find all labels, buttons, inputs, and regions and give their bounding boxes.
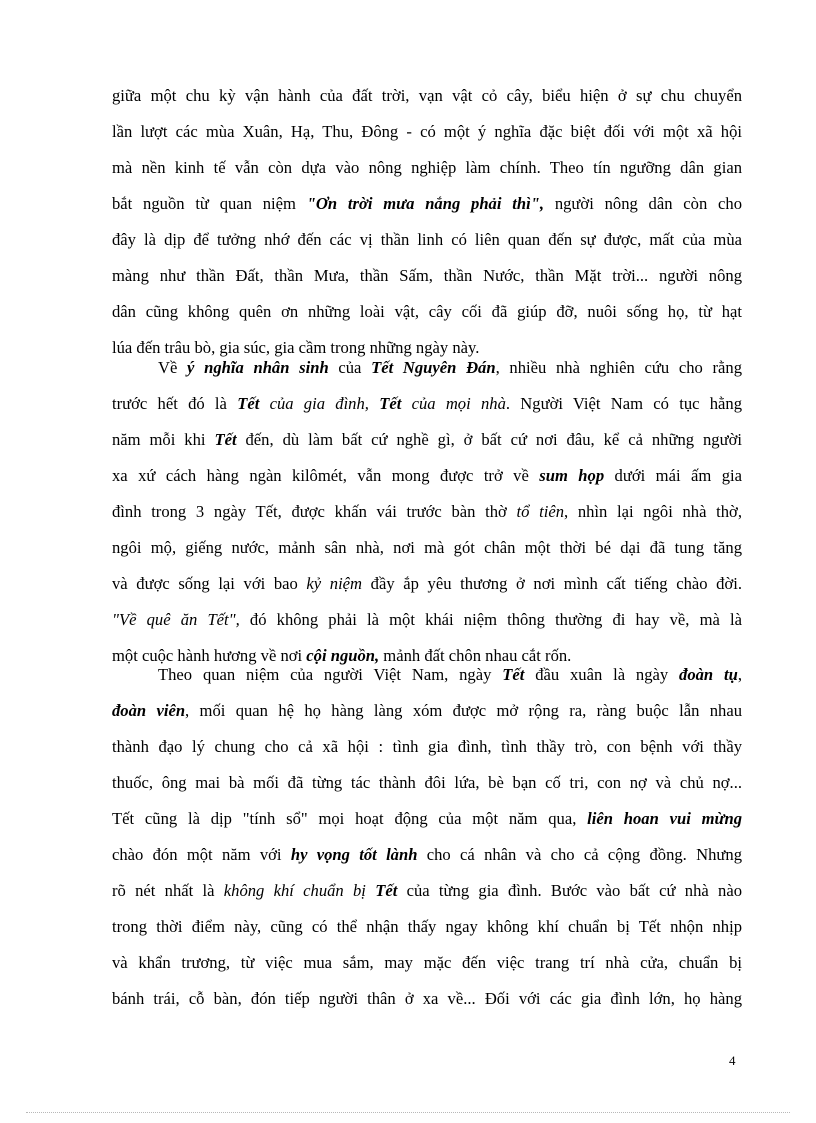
text-line: Theo quan niệm của người Việt Nam, ngày Tết đầu xuân là ngày đoàn tụ, bbox=[158, 665, 742, 684]
text-line: Về ý nghĩa nhân sinh của Tết Nguyên Đán, nhiều nhà nghiên cứu cho rằng bbox=[158, 358, 742, 377]
text-line: đoàn viên, mối quan hệ họ hàng làng xóm được mở rộng ra, ràng buộc lẫn nhau bbox=[112, 701, 742, 720]
text-line: dân cũng không quên ơn những loài vật, cây cối đã giúp đỡ, nuôi sống họ, từ hạt bbox=[112, 302, 742, 321]
page-number: 4 bbox=[729, 1053, 736, 1068]
text-line: bắt nguồn từ quan niệm "Ơn trời mưa nắng phải thì", người nông dân còn cho bbox=[112, 194, 742, 213]
page-border-divider bbox=[26, 1112, 790, 1113]
text-line: giữa một chu kỳ vận hành của đất trời, vạn vật cỏ cây, biểu hiện ở sự chu chuyển bbox=[112, 86, 742, 105]
text-line: trước hết đó là Tết của gia đình, Tết của mọi nhà. Người Việt Nam có tục hằng bbox=[112, 394, 742, 413]
text-line: đình trong 3 ngày Tết, được khấn vái trước bàn thờ tổ tiên, nhìn lại ngôi nhà thờ, bbox=[112, 502, 742, 521]
paragraph-1 bbox=[112, 78, 742, 366]
text-line: và khẩn trương, từ việc mua sắm, may mặc đến việc trang trí nhà cửa, chuẩn bị bbox=[112, 953, 742, 972]
text-line: mà nền kinh tế vẫn còn dựa vào nông nghiệp làm chính. Theo tín ngưỡng dân gian bbox=[112, 158, 742, 177]
text-line: màng như thần Đất, thần Mưa, thần Sấm, thần Nước, thần Mặt trời... người nông bbox=[112, 266, 742, 285]
text-line: xa xứ cách hàng ngàn kilômét, vẫn mong được trở về sum họp dưới mái ấm gia bbox=[112, 466, 742, 485]
text-line: năm mỗi khi Tết đến, dù làm bất cứ nghề gì, ở bất cứ nơi đâu, kể cả những người bbox=[112, 430, 742, 449]
text-line: "Về quê ăn Tết", đó không phải là một khái niệm thông thường đi hay về, mà là bbox=[112, 610, 742, 629]
text-line: ngôi mộ, giếng nước, mảnh sân nhà, nơi mà gót chân một thời bé dại đã tung tăng bbox=[112, 538, 742, 557]
text-line: đây là dịp để tưởng nhớ đến các vị thần linh có liên quan đến sự được, mất của mùa bbox=[112, 230, 742, 249]
quote-emphasis: "Ơn trời mưa nắng phải thì", bbox=[306, 194, 545, 213]
text-line: rõ nét nhất là không khí chuẩn bị Tết của từng gia đình. Bước vào bất cứ nhà nào bbox=[112, 881, 742, 900]
text-line: lúa đến trâu bò, gia súc, gia cầm trong những ngày này. bbox=[112, 338, 480, 357]
text-line: và được sống lại với bao kỷ niệm đầy ắp yêu thương ở nơi mình cất tiếng chào đời. bbox=[112, 574, 742, 593]
text-line: thành đạo lý chung cho cả xã hội : tình gia đình, tình thầy trò, con bệnh với thầy bbox=[112, 737, 742, 756]
text-line: chào đón một năm với hy vọng tốt lành cho cá nhân và cho cả cộng đồng. Nhưng bbox=[112, 845, 742, 864]
text-line: lần lượt các mùa Xuân, Hạ, Thu, Đông - có một ý nghĩa đặc biệt đối với một xã hội bbox=[112, 122, 742, 141]
paragraph-2 bbox=[112, 350, 742, 674]
text-line: một cuộc hành hương về nơi cội nguồn, mảnh đất chôn nhau cắt rốn. bbox=[112, 646, 572, 665]
paragraph-3 bbox=[112, 657, 742, 1017]
text-line: thuốc, ông mai bà mối đã từng tác thành đôi lứa, bè bạn cố tri, con nợ và chủ nợ... bbox=[112, 773, 742, 792]
text-line: Tết cũng là dịp "tính sổ" mọi hoạt động của một năm qua, liên hoan vui mừng bbox=[112, 809, 742, 828]
text-line: trong thời điểm này, cũng có thể nhận thấy ngay không khí chuẩn bị Tết nhộn nhịp bbox=[112, 917, 742, 936]
text-line: bánh trái, cỗ bàn, đón tiếp người thân ở xa về... Đối với các gia đình lớn, họ hàng bbox=[112, 989, 742, 1008]
